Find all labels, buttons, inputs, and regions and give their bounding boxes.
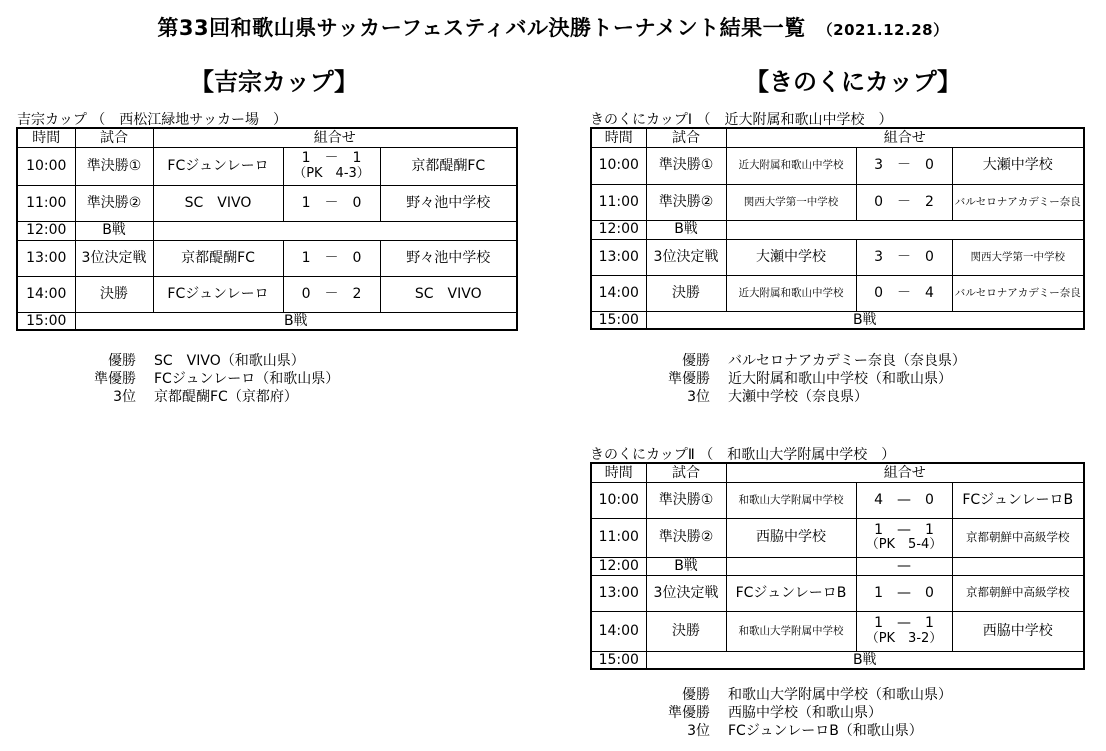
winner-label: 3位: [687, 389, 710, 405]
kinokuni-1-results-table: [590, 127, 1085, 330]
table-header-row: [591, 128, 1084, 147]
row-time: 11:00: [591, 184, 646, 220]
title-text: 第33回和歌山県サッカーフェスティバル決勝トーナメント結果一覧: [157, 16, 806, 40]
row-match: B戦: [646, 311, 1084, 329]
kinokuni-2-venue: きのくにカップⅡ （ 和歌山大学附属中学校 ）: [590, 447, 896, 463]
winner-row: [656, 722, 952, 740]
yoshimune-cup-heading: 【吉宗カップ】: [190, 68, 358, 96]
winner-label: 優勝: [682, 353, 710, 369]
row-match: B戦: [646, 220, 726, 239]
row-time: 12:00: [591, 220, 646, 239]
row-team2: SC VIVO: [380, 276, 517, 312]
row-time: 15:00: [17, 312, 75, 330]
table-row: [591, 518, 1084, 557]
row-score: 0 － 2: [856, 184, 952, 220]
row-team1: 大瀬中学校: [726, 239, 856, 275]
row-empty: [952, 557, 1084, 575]
row-time: 14:00: [17, 276, 75, 312]
winner-value: FCジュンレーロ（和歌山県）: [154, 371, 340, 387]
row-empty: [153, 221, 517, 240]
winner-value: バルセロナアカデミー奈良（奈良県）: [728, 353, 966, 369]
table-row: [591, 239, 1084, 275]
header-match: 試合: [75, 128, 153, 147]
yoshimune-venue: 吉宗カップ （ 西松江緑地サッカー場 ）: [17, 112, 288, 128]
row-match: B戦: [75, 312, 517, 330]
row-match: 3位決定戦: [75, 240, 153, 276]
pk-text: （PK 5-4）: [865, 537, 943, 553]
winner-value: FCジュンレーロB（和歌山県）: [728, 723, 923, 739]
row-time: 15:00: [591, 311, 646, 329]
row-score: 4 — 0: [856, 482, 952, 518]
winner-label: 優勝: [682, 687, 710, 703]
winner-value: 大瀬中学校（奈良県）: [728, 389, 868, 405]
row-match: B戦: [75, 221, 153, 240]
table-row: [17, 240, 517, 276]
row-team1: 近大附属和歌山中学校: [726, 147, 856, 184]
row-match: 3位決定戦: [646, 239, 726, 275]
score-text: 1 — 1: [874, 615, 934, 632]
row-team1: SC VIVO: [153, 185, 283, 221]
pk-text: （PK 4-3）: [293, 165, 370, 181]
kinokuni-2-winners: [656, 686, 952, 740]
row-score: 3 － 0: [856, 239, 952, 275]
yoshimune-results-table: [16, 127, 518, 331]
row-score: 1 － 0: [283, 185, 380, 221]
header-time: 時間: [591, 463, 646, 482]
header-combo: 組合せ: [726, 463, 1084, 482]
row-match: 準決勝②: [646, 184, 726, 220]
pk-text: （PK 3-2）: [865, 630, 943, 646]
winner-label: 3位: [687, 723, 710, 739]
row-team2: 西脇中学校: [952, 611, 1084, 651]
row-time: 11:00: [17, 185, 75, 221]
header-match: 試合: [646, 463, 726, 482]
row-score: 1 － 0: [283, 240, 380, 276]
row-team2: 京都朝鮮中高級学校: [952, 518, 1084, 557]
row-match: 決勝: [75, 276, 153, 312]
row-score: 3 － 0: [856, 147, 952, 184]
row-time: 13:00: [591, 575, 646, 611]
table-row: [17, 185, 517, 221]
table-row: [591, 220, 1084, 239]
row-time: 10:00: [591, 147, 646, 184]
row-match: 決勝: [646, 275, 726, 311]
row-team1: 和歌山大学附属中学校: [726, 482, 856, 518]
row-score: 0 － 4: [856, 275, 952, 311]
row-team2: FCジュンレーロB: [952, 482, 1084, 518]
row-match: 決勝: [646, 611, 726, 651]
table-row: [591, 575, 1084, 611]
winner-value: 京都醍醐FC（京都府）: [154, 389, 298, 405]
winner-value: 近大附属和歌山中学校（和歌山県）: [728, 371, 952, 387]
row-match: 準決勝①: [646, 147, 726, 184]
winner-label: 準優勝: [94, 371, 136, 387]
winner-row: [656, 686, 952, 704]
row-team2: 京都朝鮮中高級学校: [952, 575, 1084, 611]
header-time: 時間: [17, 128, 75, 147]
winner-label: 3位: [113, 389, 136, 405]
table-header-row: [17, 128, 517, 147]
row-team1: 関西大学第一中学校: [726, 184, 856, 220]
winner-row: [82, 352, 339, 370]
score-text: 1 — 1: [874, 521, 934, 538]
score-text: 1 － 1: [301, 150, 362, 167]
header-time: 時間: [591, 128, 646, 147]
winner-value: 西脇中学校（和歌山県）: [728, 705, 882, 721]
row-empty: [726, 220, 1084, 239]
row-score: [283, 147, 380, 185]
kinokuni-1-winners: [656, 352, 966, 406]
winner-label: 準優勝: [668, 705, 710, 721]
row-time: 10:00: [591, 482, 646, 518]
table-row: [591, 611, 1084, 651]
row-time: 11:00: [591, 518, 646, 557]
table-row: [591, 482, 1084, 518]
row-team1: FCジュンレーロ: [153, 276, 283, 312]
winner-row: [656, 388, 966, 406]
table-row: [17, 147, 517, 185]
kinokuni-cup-heading: 【きのくにカップ】: [745, 68, 961, 96]
row-score: [856, 518, 952, 557]
row-time: 12:00: [17, 221, 75, 240]
table-row: [591, 651, 1084, 669]
row-match: 準決勝②: [75, 185, 153, 221]
row-score: 0 － 2: [283, 276, 380, 312]
row-time: 10:00: [17, 147, 75, 185]
header-match: 試合: [646, 128, 726, 147]
winner-row: [656, 704, 952, 722]
row-team2: 大瀬中学校: [952, 147, 1084, 184]
kinokuni-2-results-table: [590, 462, 1085, 670]
row-empty: [726, 557, 856, 575]
row-team2: 京都醍醐FC: [380, 147, 517, 185]
winner-row: [656, 370, 966, 388]
table-row: [591, 275, 1084, 311]
row-team1: FCジュンレーロB: [726, 575, 856, 611]
row-match: 準決勝①: [646, 482, 726, 518]
row-match: 3位決定戦: [646, 575, 726, 611]
title-date: （2021.12.28）: [817, 21, 949, 39]
row-team1: 京都醍醐FC: [153, 240, 283, 276]
table-row: [17, 276, 517, 312]
row-match: 準決勝①: [75, 147, 153, 185]
row-team2: 野々池中学校: [380, 240, 517, 276]
winner-value: 和歌山大学附属中学校（和歌山県）: [728, 687, 952, 703]
table-row: [591, 184, 1084, 220]
table-header-row: [591, 463, 1084, 482]
row-team2: バルセロナアカデミー奈良: [952, 184, 1084, 220]
table-row: [17, 312, 517, 330]
winner-label: 優勝: [108, 353, 136, 369]
row-match: 準決勝②: [646, 518, 726, 557]
row-match: B戦: [646, 651, 1084, 669]
table-row: [591, 311, 1084, 329]
winner-row: [82, 370, 339, 388]
header-combo: 組合せ: [153, 128, 517, 147]
row-time: 13:00: [591, 239, 646, 275]
winner-row: [656, 352, 966, 370]
page-title: [0, 12, 1106, 42]
row-time: 14:00: [591, 275, 646, 311]
row-time: 12:00: [591, 557, 646, 575]
row-team2: 関西大学第一中学校: [952, 239, 1084, 275]
table-row: [591, 557, 1084, 575]
winner-label: 準優勝: [668, 371, 710, 387]
row-team2: バルセロナアカデミー奈良: [952, 275, 1084, 311]
table-row: [17, 221, 517, 240]
row-score: [856, 611, 952, 651]
row-team1: FCジュンレーロ: [153, 147, 283, 185]
row-team1: 西脇中学校: [726, 518, 856, 557]
table-row: [591, 147, 1084, 184]
row-time: 13:00: [17, 240, 75, 276]
row-match: B戦: [646, 557, 726, 575]
winner-row: [82, 388, 339, 406]
winner-value: SC VIVO（和歌山県）: [154, 353, 305, 369]
yoshimune-winners: [82, 352, 339, 406]
row-team2: 野々池中学校: [380, 185, 517, 221]
row-time: 14:00: [591, 611, 646, 651]
row-team1: 和歌山大学附属中学校: [726, 611, 856, 651]
row-time: 15:00: [591, 651, 646, 669]
row-score: —: [856, 557, 952, 575]
row-team1: 近大附属和歌山中学校: [726, 275, 856, 311]
kinokuni-1-venue: きのくにカップⅠ （ 近大附属和歌山中学校 ）: [590, 112, 893, 128]
row-score: 1 — 0: [856, 575, 952, 611]
header-combo: 組合せ: [726, 128, 1084, 147]
